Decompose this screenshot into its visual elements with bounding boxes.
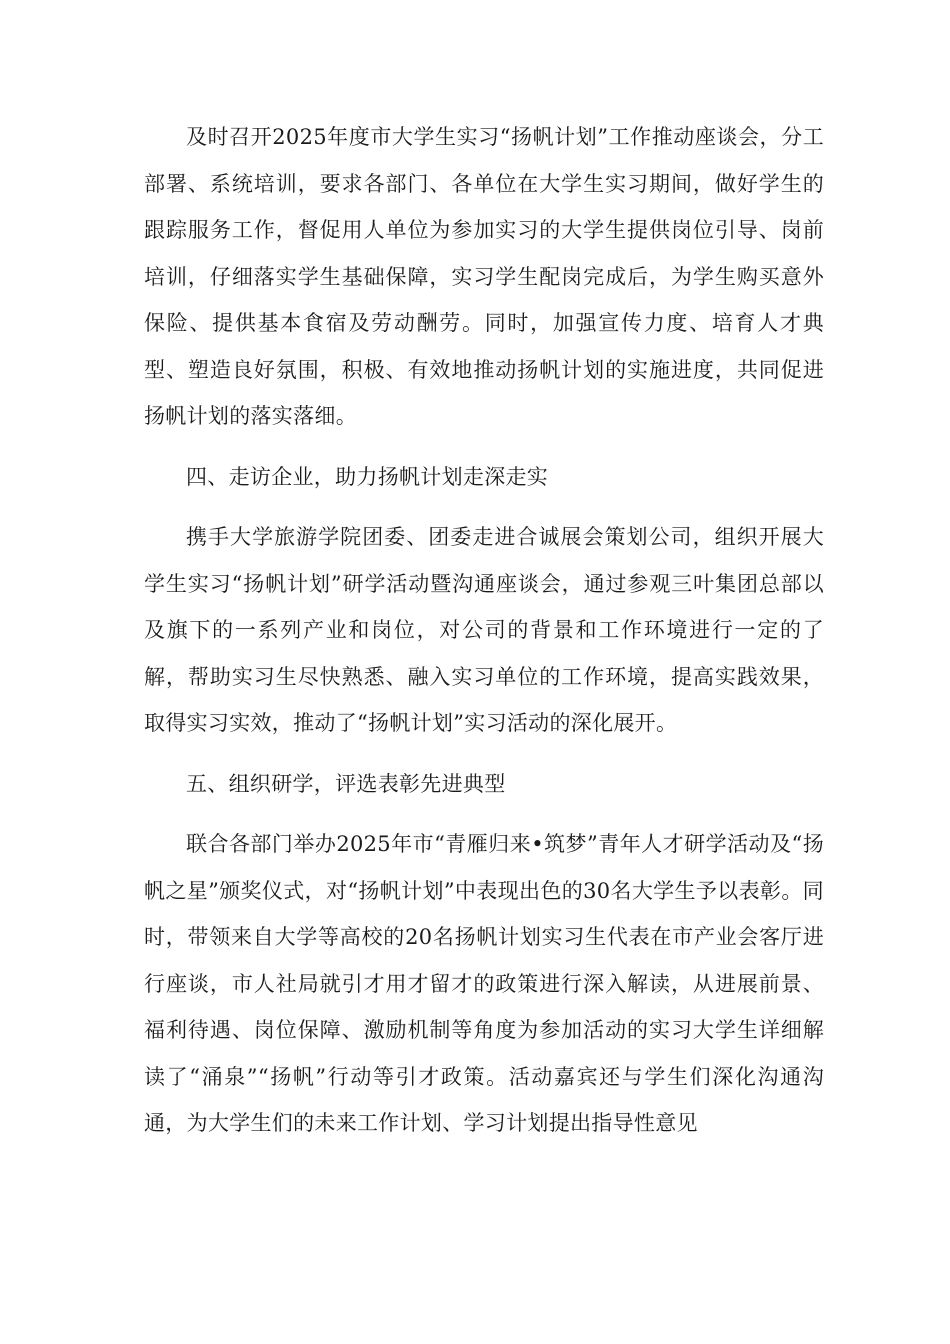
section-heading-visit-enterprises: 四、走访企业，助力扬帆计划走深走实 xyxy=(186,464,549,489)
paragraph-visit: 携手大学旅游学院团委、团委走进合诚展会策划公司，组织开展大学生实习“扬帆计划”研学活动暨沟通座谈会，通过参观三叶集团总部以及旗下的一系列产业和岗位，对公司的背景和工作环境进行一定的了解，帮助实习生尽快熟悉、融入实习单位的工作环境，提高实践效果，取得实习实效，推动了“扬帆计划”实习活动的深化展开。 xyxy=(144,525,824,735)
document-body xyxy=(144,114,824,1147)
paragraph-meeting: 及时召开2025年度市大学生实习“扬帆计划”工作推动座谈会，分工部署、系统培训，要求各部门、各单位在大学生实习期间，做好学生的跟踪服务工作，督促用人单位为参加实习的大学生提供岗位引导、岗前培训，仔细落实学生基础保障，实习学生配岗完成后，为学生购买意外保险、提供基本食宿及劳动酬劳。同时，加强宣传力度、培育人才典型、塑造良好氛围，积极、有效地推动扬帆计划的实施进度，共同促进扬帆计划的落实落细。 xyxy=(144,125,824,428)
paragraph-awards: 联合各部门举办2025年市“青雁归来•筑梦”青年人才研学活动及“扬帆之星”颁奖仪式，对“扬帆计划”中表现出色的30名大学生予以表彰。同时，带领来自大学等高校的20名扬帆计划实习生代表在市产业会客厅进行座谈，市人社局就引才用才留才的政策进行深入解读，从进展前景、福利待遇、岗位保障、激励机制等角度为参加活动的实习大学生详细解读了“涌泉”“扬帆”行动等引才政策。活动嘉宾还与学生们深化沟通沟通，为大学生们的未来工作计划、学习计划提出指导性意见 xyxy=(144,832,824,1135)
section-heading-study-awards: 五、组织研学，评选表彰先进典型 xyxy=(186,771,506,796)
